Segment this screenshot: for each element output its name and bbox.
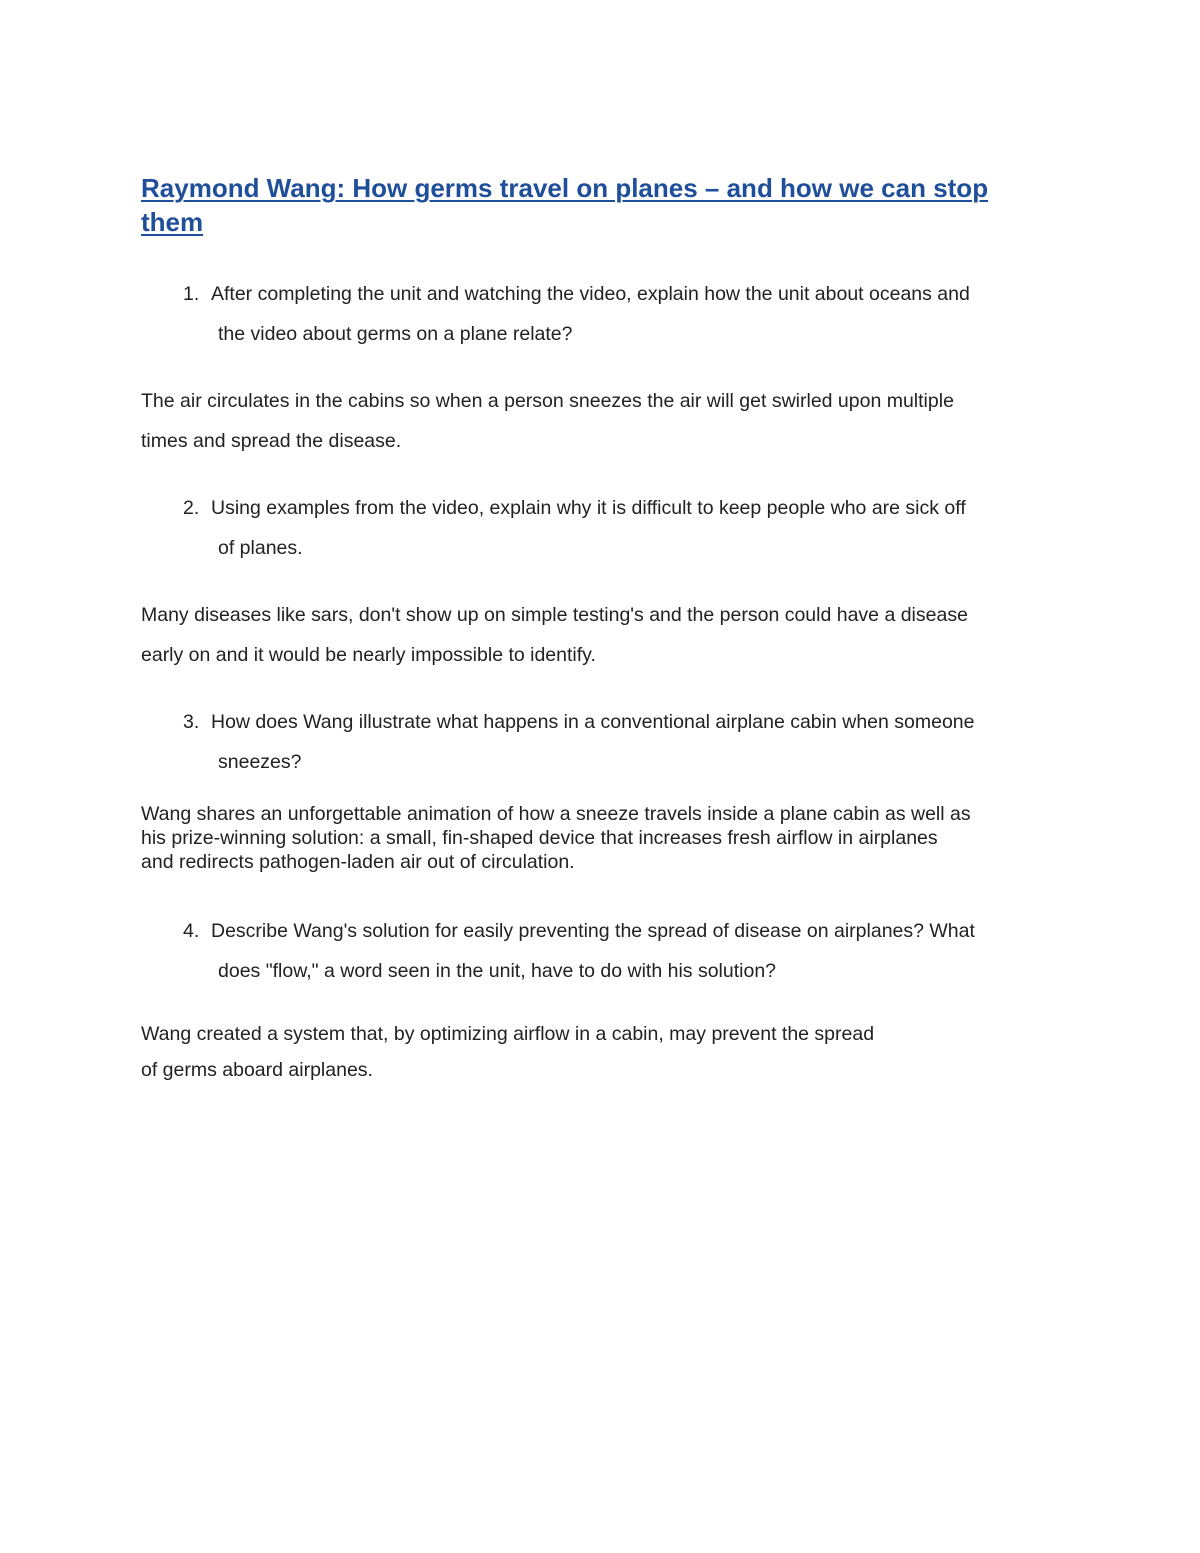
question-text-line-1: Using examples from the video, explain why it is difficult to keep people who are sick off [211, 497, 966, 519]
answer-line: his prize-winning solution: a small, fin-shaped device that increases fresh airflow in airplanes [141, 827, 938, 849]
question-text-line-1: Describe Wang's solution for easily preventing the spread of disease on airplanes? What [211, 920, 975, 942]
answer-4 [141, 1016, 1081, 1088]
answer-line: times and spread the disease. [141, 430, 402, 452]
answer-line: Many diseases like sars, don't show up on simple testing's and the person could have a disease [141, 604, 968, 626]
question-text-line-2: the video about germs on a plane relate? [218, 323, 573, 345]
question-number: 1. [183, 283, 200, 305]
answer-1 [141, 381, 1081, 461]
question-3 [183, 702, 1083, 782]
question-text-line-2: does "flow," a word seen in the unit, have to do with his solution? [218, 960, 777, 982]
document-title[interactable]: Raymond Wang: How germs travel on planes – and how we can stop them [141, 173, 989, 237]
answer-line: and redirects pathogen-laden air out of circulation. [141, 851, 575, 873]
question-number: 2. [183, 497, 200, 519]
answer-3 [141, 802, 1081, 874]
question-text-line-2: of planes. [218, 537, 303, 559]
question-text-line-1: After completing the unit and watching the video, explain how the unit about oceans and [211, 283, 970, 305]
answer-line: Wang shares an unforgettable animation of how a sneeze travels inside a plane cabin as well as [141, 803, 971, 825]
question-4 [183, 911, 1083, 991]
question-text-line-1: How does Wang illustrate what happens in a conventional airplane cabin when someone [211, 711, 975, 733]
question-number: 4. [183, 920, 200, 942]
answer-line: The air circulates in the cabins so when a person sneezes the air will get swirled upon multiple [141, 390, 954, 412]
answer-line: of germs aboard airplanes. [141, 1059, 373, 1081]
question-2 [183, 488, 1083, 568]
answer-2 [141, 595, 1081, 675]
answer-line: Wang created a system that, by optimizing airflow in a cabin, may prevent the spread [141, 1023, 875, 1045]
question-text-line-2: sneezes? [218, 751, 302, 773]
question-number: 3. [183, 711, 200, 733]
question-1 [183, 274, 1083, 354]
answer-line: early on and it would be nearly impossible to identify. [141, 644, 596, 666]
